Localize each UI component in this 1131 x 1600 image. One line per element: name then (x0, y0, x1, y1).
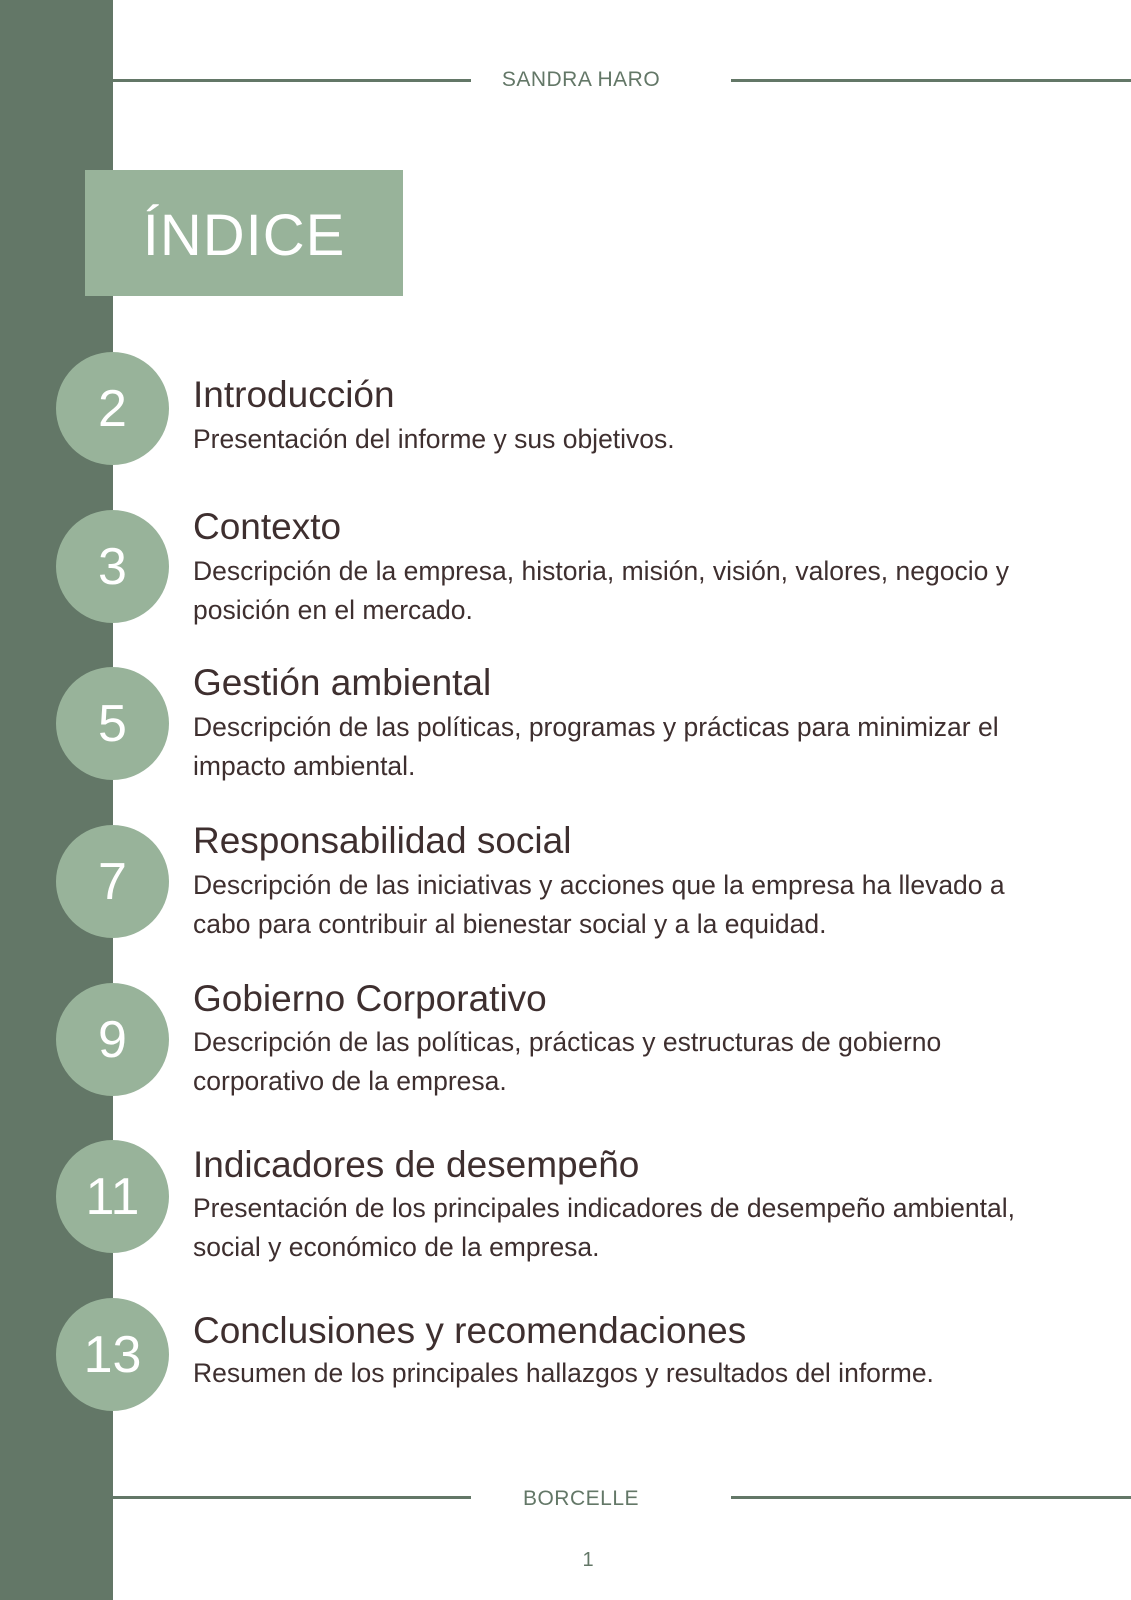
toc-entry[interactable] (0, 820, 1131, 955)
entry-page-number: 9 (98, 1010, 127, 1069)
entry-description: Descripción de las políticas, prácticas y estructuras de gobierno corporativo de la empresa. (193, 1027, 942, 1096)
header-rule-left (113, 79, 471, 82)
entry-title: Responsabilidad social (193, 820, 572, 861)
page-number-circle (56, 667, 169, 780)
entry-description: Presentación del informe y sus objetivos. (193, 424, 675, 454)
page-number-circle (56, 1140, 169, 1253)
footer-rule-right (731, 1496, 1131, 1499)
toc-entry[interactable] (0, 352, 1131, 482)
entry-title: Gestión ambiental (193, 662, 492, 703)
entry-title: Introducción (193, 374, 395, 415)
entry-title: Contexto (193, 506, 342, 547)
header-rule-right (731, 79, 1131, 82)
entry-page-number: 7 (98, 852, 127, 911)
toc-entry[interactable] (0, 1140, 1131, 1270)
entry-description: Presentación de los principales indicadores de desempeño ambiental, social y económico de la empresa. (193, 1193, 1016, 1262)
footer-rule-left (113, 1496, 471, 1499)
entry-page-number: 5 (98, 694, 127, 753)
entry-description: Descripción de las políticas, programas y prácticas para minimizar el impacto ambiental. (193, 712, 999, 781)
entry-page-number: 13 (83, 1325, 142, 1384)
header-author: SANDRA HARO (501, 68, 661, 91)
entry-description: Resumen de los principales hallazgos y resultados del informe. (193, 1358, 934, 1388)
entry-page-number: 11 (85, 1167, 140, 1226)
page-title: ÍNDICE (142, 202, 346, 268)
page-number-circle (56, 825, 169, 938)
entry-description: Descripción de la empresa, historia, misión, visión, valores, negocio y posición en el mercado. (193, 556, 1009, 625)
toc-entry[interactable] (0, 506, 1131, 640)
page-number-circle (56, 352, 169, 465)
page-number-circle (56, 510, 169, 623)
entry-title: Conclusiones y recomendaciones (193, 1310, 747, 1351)
page-number: 1 (582, 1549, 594, 1571)
page-number-circle (56, 1298, 169, 1411)
entry-description: Descripción de las iniciativas y acciones que la empresa ha llevado a cabo para contribuir al bienestar social y a la equidad. (193, 870, 1005, 939)
toc-entry[interactable] (0, 978, 1131, 1113)
entry-page-number: 2 (98, 379, 127, 438)
toc-entry[interactable] (0, 662, 1131, 797)
entry-title: Gobierno Corporativo (193, 978, 547, 1019)
footer-brand: BORCELLE (522, 1487, 640, 1510)
title-box (85, 170, 403, 296)
toc-entry[interactable] (0, 1298, 1131, 1428)
entry-page-number: 3 (98, 537, 127, 596)
page-number-circle (56, 983, 169, 1096)
entry-title: Indicadores de desempeño (193, 1144, 640, 1185)
